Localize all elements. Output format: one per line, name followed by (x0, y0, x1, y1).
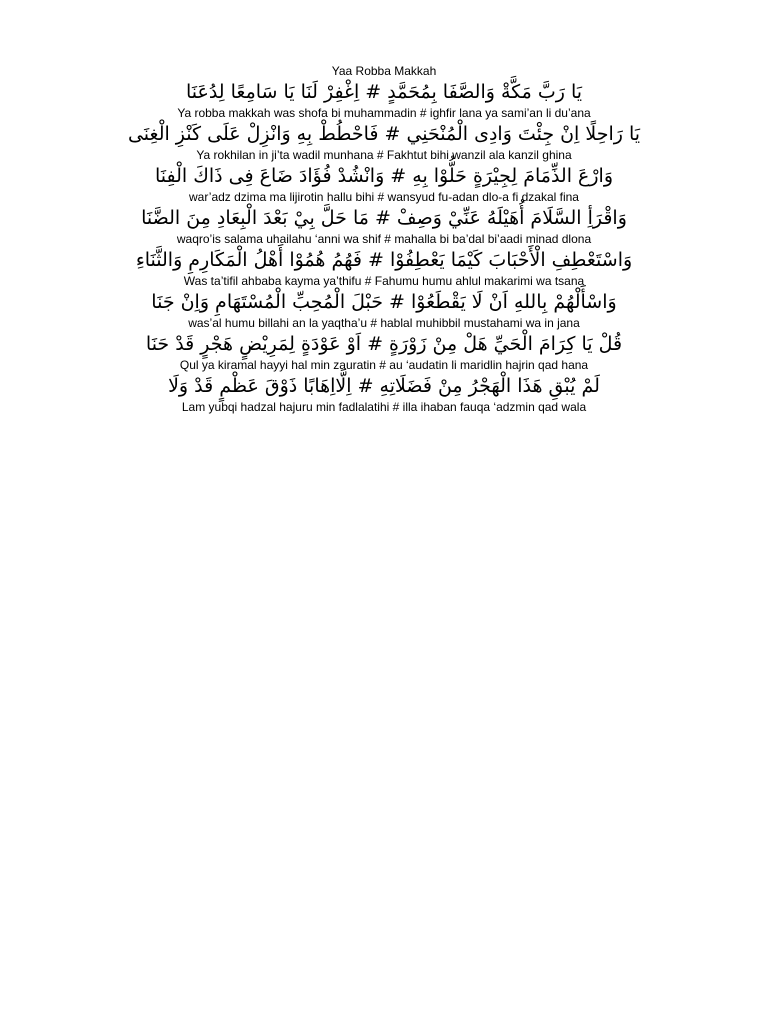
transliteration-line: Lam yubqi hadzal hajuru min fadlalatihi # illa ihaban fauqa ‘adzmin qad wala (181, 400, 587, 414)
verse-7 (88, 330, 680, 372)
transliteration-line: Ya rokhilan in ji’ta wadil munhana # Fakhtut bihi wanzil ala kanzil ghina (196, 148, 572, 162)
verse-1 (88, 78, 680, 120)
arabic-line: وَاقْرَأِ السَّلَامَ أُهَيْلَهُ عَنِّيْ وَصِفْ # مَا حَلَّ بِيْ بَعْدَ الْبِعَادِ مِنَ الضَّنَا (141, 207, 627, 229)
arabic-line: يَا رَاحِلًا اِنْ جِئْتَ وَادِى الْمُنْحَنِي # فَاحْطُطْ بِهِ وَانْزِلْ عَلَى كَنْزِ الْغِنَى (127, 123, 641, 145)
verse-8 (88, 372, 680, 414)
verse-2 (88, 120, 680, 162)
transliteration-line: Qul ya kiramal hayyi hal min zauratin # au ‘audatin li maridlin hajrin qad hana (179, 358, 589, 372)
transliteration-line: Ya robba makkah was shofa bi muhammadin # ighfir lana ya sami’an li du’ana (177, 106, 591, 120)
arabic-line: وَارْعَ الذِّمَامَ لِجِيْرَةٍ حَلُّوْا بِهِ # وَانْشُدْ فُؤَادَ ضَاعَ فِى ذَاكَ الْفِنَا (154, 165, 613, 187)
arabic-line: وَاسْتَعْطِفِ الْأَحْبَابَ كَيْمَا يَعْطِفُوْا # فَهُمُ هُمُوْا أَهْلُ الْمَكَارِمِ وَالثَّنَاءِ (135, 249, 633, 271)
lyrics-page (88, 64, 680, 414)
verse-6 (88, 288, 680, 330)
transliteration-line: waqro’is salama uhailahu ‘anni wa shif # mahalla bi ba’dal bi’aadi minad dlona (176, 232, 592, 246)
arabic-line: وَاسْأَلْهُمْ بِاللهِ اَنْ لَا يَقْطَعُوْا # حَبْلَ الْمُحِبِّ الْمُسْتَهَامِ وَاِنْ جَنَا (151, 291, 617, 313)
page-title: Yaa Robba Makkah (331, 64, 437, 78)
arabic-line: قُلْ يَا كِرَامَ الْحَيِّ هَلْ مِنْ زَوْرَةٍ # اَوْ عَوْدَةٍ لِمَرِيْضٍ هَجْرٍ قَدْ حَنَا (145, 333, 623, 355)
verse-5 (88, 246, 680, 288)
transliteration-line: was’al humu billahi an la yaqtha’u # hablal muhibbil mustahami wa in jana (188, 316, 580, 330)
transliteration-line: war’adz dzima ma lijirotin hallu bihi # wansyud fu-adan dlo-a fi dzakal fina (189, 190, 579, 204)
arabic-line: لَمْ يُبْقِ هَذَا الْهَجْرُ مِنْ فَضَلَاتِهِ # اِلَّااِهَابًا ذَوْقَ عَظْمٍ قَدْ وَلَا (168, 375, 600, 397)
arabic-line: يَا رَبَّ مَكَّةْ وَالصَّفَا بِمُحَمَّدٍ # اِغْفِرْ لَنَا يَا سَامِعًا لِدُعَنَا (185, 81, 583, 103)
verse-4 (88, 204, 680, 246)
transliteration-line: Was ta’tifil ahbaba kayma ya’thifu # Fahumu humu ahlul makarimi wa tsana (183, 274, 585, 288)
verse-3 (88, 162, 680, 204)
